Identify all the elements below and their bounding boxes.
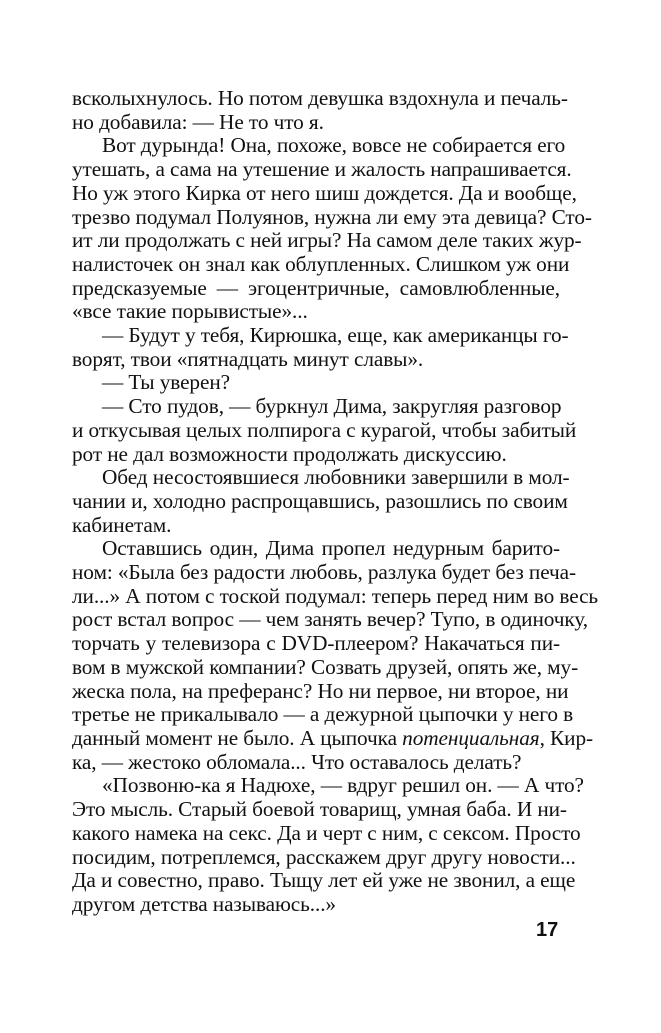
text-line: третье не прикалывало — а дежурной цыпочки у него в	[72, 702, 574, 727]
text-line: чании и, холодно распрощавшись, разошлись по своим	[72, 488, 568, 513]
paragraph-3	[72, 323, 569, 371]
text-line: и откусывая целых полпирога с курагой, чтобы забитый	[72, 417, 577, 442]
text-line: какого намека на секс. Да и черт с ним, с сексом. Просто	[72, 820, 581, 845]
text-line: предсказуемые — эгоцентричные, самовлюбленные,	[72, 275, 560, 300]
paragraph-2	[72, 133, 592, 324]
text-line: рост встал вопрос — чем занять вечер? Тупо, в одиночку,	[72, 607, 588, 632]
text-line: но добавила: — Не то что я.	[72, 109, 324, 134]
text-line: всколыхнулось. Но потом девушка вздохнула и печаль-	[72, 86, 568, 110]
italic-word: потенциальная	[402, 725, 540, 750]
text-line: другом детства называюсь...»	[72, 891, 336, 916]
page-number: 17	[536, 919, 559, 941]
text-line: жеска пола, на преферанс? Но ни первое, ни второе, ни	[72, 678, 569, 703]
text-fragment: данный момент не было. А цыпочка	[72, 725, 403, 750]
text-line: Вот дурында! Она, похоже, вовсе не собирается его	[102, 133, 566, 158]
text-line: ит ли продолжать с ней игры? На самом деле таких жур-	[72, 228, 582, 253]
text-line: ли...» А потом с тоской подумал: теперь перед ним во весь	[72, 583, 599, 608]
text-line: налисточек он знал как облупленных. Слишком уж они	[72, 251, 570, 276]
text-line: Да и совестно, право. Тыщу лет ей уже не звонил, а еще	[72, 868, 576, 893]
paragraph-1	[72, 86, 568, 134]
text-line: ном: «Была без радости любовь, разлука будет без печа-	[72, 560, 577, 585]
text-line: вом в мужской компании? Созвать друзей, опять же, му-	[72, 654, 579, 679]
paragraph-6	[72, 465, 570, 537]
paragraph-4	[72, 371, 560, 395]
text-line-with-italic	[72, 725, 593, 751]
text-line: торчать у телевизора с DVD-плеером? Накачаться пи-	[72, 631, 560, 656]
text-line: «все такие порывистые»...	[72, 299, 308, 324]
text-line: Оставшись один, Дима пропел недурным барито-	[102, 536, 560, 561]
text-line: Обед несостоявшиеся любовники завершили в мол-	[102, 465, 570, 490]
text-line: рот не дал возможности продолжать дискуссию.	[72, 441, 507, 466]
paragraph-7	[72, 536, 599, 774]
text-line: посидим, потреплемся, расскажем друг другу новости...	[72, 844, 576, 869]
text-line: ка, — жестоко обломала... Что оставалось делать?	[72, 749, 522, 774]
text-line: Но уж этого Кирка от него шиш дождется. Да и вообще,	[72, 180, 577, 205]
body-text	[72, 86, 599, 917]
text-line: утешать, а сама на утешение и жалость напрашивается.	[72, 157, 572, 182]
paragraph-8	[72, 773, 584, 916]
text-fragment: , Кир-	[539, 725, 593, 750]
text-line: «Позвоню-ка я Надюхе, — вдруг решил он. — А что?	[102, 773, 584, 798]
text-line: — Ты уверен?	[102, 370, 230, 395]
text-line: — Сто пудов, — буркнул Дима, закругляя разговор	[102, 394, 562, 419]
text-line: трезво подумал Полуянов, нужна ли ему эта девица? Сто-	[72, 204, 592, 229]
paragraph-5	[72, 394, 577, 466]
text-line: кабинетам.	[72, 512, 172, 537]
text-line: — Будут у тебя, Кирюшка, еще, как американцы го-	[102, 323, 569, 348]
text-line: Это мысль. Старый боевой товарищ, умная баба. И ни-	[72, 797, 567, 822]
text-line: ворят, твои «пятнадцать минут славы».	[72, 346, 424, 371]
